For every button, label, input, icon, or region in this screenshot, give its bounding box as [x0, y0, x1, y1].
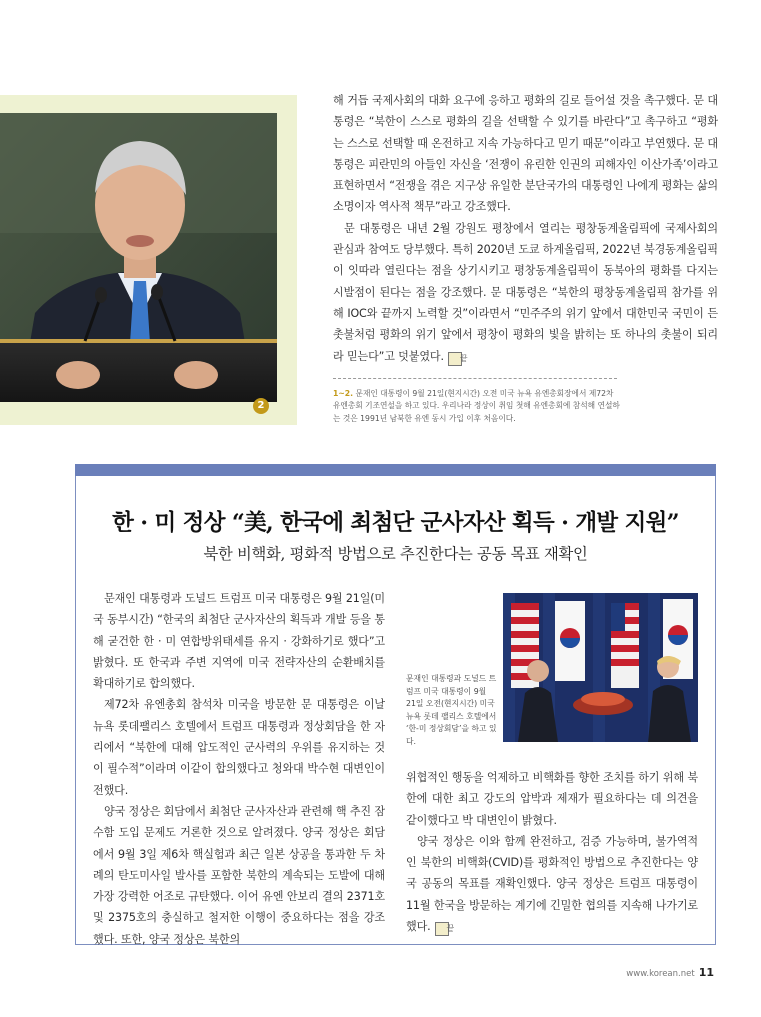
article-box-top-bar: [75, 464, 716, 476]
caption-number: 1~2.: [333, 389, 354, 398]
page-footer: [548, 966, 714, 979]
box-paragraph-3: 양국 정상은 회담에서 최첨단 군사자산과 관련해 핵 추진 잠수함 도입 문제도 거론한 것으로 알려졌다. 양국 정상은 회담에서 9월 3일 제6차 핵실험과 최근 일본 상공을 통과한 두 차례의 탄도미사일 발사를 포함한 북한의 계속되는 도발에 대해 가장 강력한 어조로 규탄했다. 이어 유엔 안보리 결의 2371호 및 2375호의 충실하고 철저한 이행이 중요하다는 점을 강조했다. 또한, 양국 정상은 북한의: [93, 804, 385, 946]
footer-site-link[interactable]: www.korean.net: [626, 969, 695, 979]
photo-caption-summit: 문재인 대통령과 도널드 트럼프 미국 대통령이 9월 21일 오전(현지시간) 미국 뉴욕 롯데 팰리스 호텔에서 ‘한-미 정상회담’을 하고 있다.: [406, 674, 497, 746]
article-right-column: [406, 767, 698, 937]
summit-meeting-photo: [503, 593, 698, 742]
top-paragraph-1: 해 거듭 국제사회의 대화 요구에 응하고 평화의 길로 들어설 것을 촉구했다. 문 대통령은 “북한이 스스로 평화의 길을 선택할 수 있기를 바란다”고 촉구하고 “평화는 스스로 선택할 때 온전하고 지속 가능하다고 믿기 때문”이라고 부연했다. 문 대통령은 피란민의 아들인 자신을 ‘전쟁이 유린한 인권의 피해자인 이산가족’이라고 표현하면서 “전쟁을 겪은 지구상 유일한 분단국가의 대통령인 나에게 평화는 삶의 소명이자 역사적 책무”라고 강조했다.: [333, 94, 718, 214]
end-mark-icon: 끝: [448, 352, 462, 366]
page-number: 11: [698, 966, 714, 979]
article-headline: 한 · 미 정상 “美, 한국에 최첨단 군사자산 획득 · 개발 지원”: [112, 510, 679, 536]
box-paragraph-5: [406, 831, 698, 937]
article-subheadline: 북한 비핵화, 평화적 방법으로 추진한다는 공동 목표 재확인: [203, 545, 588, 563]
box-paragraph-1: 문재인 대통령과 도널드 트럼프 미국 대통령은 9월 21일(미국 동부시간) “한국의 최첨단 군사자산의 획득과 개발 등을 통해 굳건한 한 · 미 연합방위태세를 유지 · 강화하기로 했다”고 밝혔다. 또 한국과 주변 지역에 미국 전략자산의 순환배치를 확대하기로 합의했다.: [93, 592, 386, 691]
article-left-column: [93, 588, 385, 950]
caption-text: 문재인 대통령이 9월 21일(현지시간) 오전 미국 뉴욕 유엔총회장에서 제72차 유엔총회 기조연설을 하고 있다. 우리나라 정상이 취임 첫해 유엔총회에 참석해 연설하는 것은 1991년 남북한 유엔 동시 가입 이후 처음이다.: [333, 389, 620, 423]
top-article-body: [333, 90, 718, 367]
box-paragraph-5-text: 양국 정상은 이와 함께 완전하고, 검증 가능하며, 불가역적인 북한의 비핵화(CVID)를 평화적인 방법으로 추진한다는 양국 공동의 목표를 재확인했다. 양국 정상은 트럼프 대통령이 11월 한국을 방문하는 계기에 긴밀한 협의를 지속해 나가기로 했다.: [406, 834, 698, 934]
caption-divider: [333, 378, 617, 379]
president-speech-photo: [0, 113, 277, 402]
top-paragraph-2: [333, 218, 718, 367]
photo-caption-top: [333, 388, 623, 425]
box-paragraph-2: 제72차 유엔총회 참석차 미국을 방문한 문 대통령은 이날 뉴욕 롯데팰리스 호텔에서 트럼프 대통령과 정상회담을 한 자리에서 “북한에 대해 압도적인 군사력의 우위를 유지하는 것이 필수적”이라며 이같이 합의했다고 청와대 박수현 대변인이 전했다.: [93, 698, 385, 797]
end-mark-icon: 끝: [435, 922, 449, 936]
photo-number-badge: 2: [253, 398, 269, 414]
top-paragraph-2-text: 문 대통령은 내년 2월 강원도 평창에서 열리는 평창동계올림픽에 국제사회의 관심과 참여도 당부했다. 특히 2020년 도쿄 하계올림픽, 2022년 북경동계올림픽이 잇따라 열린다는 점을 상기시키고 평창동계올림픽이 동북아의 평화를 다지는 시발점이 된다는 점을 강조했다. 문 대통령은 “북한의 평창동계올림픽 참가를 위해 IOC와 끝까지 노력할 것”이라면서 “민주주의 위기 앞에서 대한민국 국민이 든 촛불처럼 평화의 위기 앞에서 평창이 평화의 빛을 밝히는 또 하나의 촛불이 되리라 믿는다”고 덧붙였다.: [333, 221, 718, 363]
box-paragraph-4: 위협적인 행동을 억제하고 비핵화를 향한 조치를 하기 위해 북한에 대한 최고 강도의 압박과 제재가 필요하다는 데 의견을 같이했다고 박 대변인이 밝혔다.: [406, 771, 698, 827]
